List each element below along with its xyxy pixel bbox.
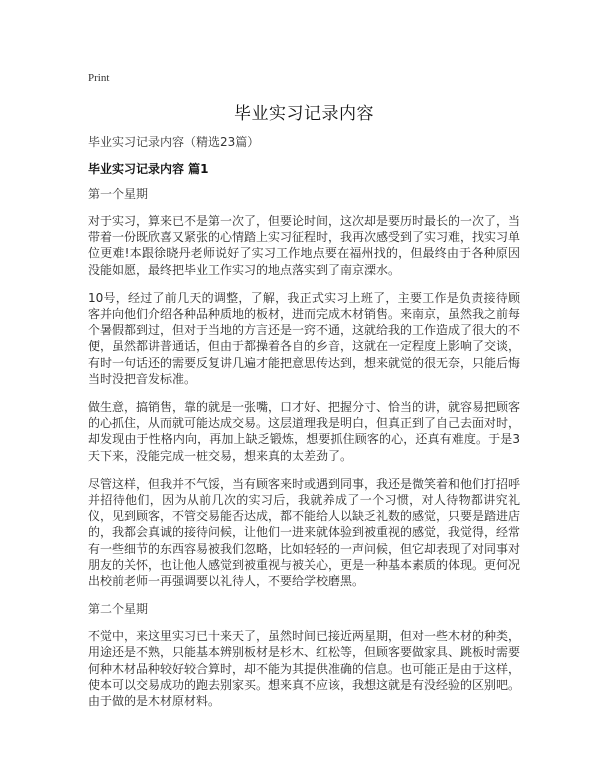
week-heading: 第一个星期	[88, 187, 149, 201]
paragraph: 10号，经过了前几天的调整，了解，我正式实习上班了，主要工作是负责接待顾客并向他们介绍各种品种质地的板材，进而完成木材销售。来南京，虽然我之前每个暑假都到过，但对于当地的方言还是一窍不通，这就给我的工作造成了很大的不便，虽然都讲普通话，但由于都操着各自的乡音，这就在一定程度上影响了交谈，有时一句话还的需要反复讲几遍才能把意思传达到，想来就觉的很无奈，只能后悔当时没把音发标准。	[88, 290, 521, 386]
week-heading: 第二个星期	[88, 602, 149, 617]
print-link[interactable]: Print	[88, 72, 110, 84]
paragraph: 尽管这样，但我并不气馁，当有顾客来时或遇到同事，我还是微笑着和他们打招呼并招待他们，因为从前几次的实习后，我就养成了一个习惯，对人待物都讲究礼仪，见到顾客，不管交易能否达成，都不能给人以缺乏礼数的感觉，只要是踏进店的，我都会真诚的接待问候，让他们一进来就体验到被重视的感觉，我觉得，经常有一些细节的东西容易被我们忽略，比如轻轻的一声问候，但它却表现了对同事对朋友的关怀，也让他人感觉到被重视与被关心，更是一种基本素质的体现。更何况出校前老师一再强调要以礼待人，不要给学校磨黑。	[88, 476, 521, 589]
document-body	[88, 186, 520, 721]
section-heading: 毕业实习记录内容 篇1	[88, 162, 209, 176]
paragraph: 不觉中，来这里实习已十来天了，虽然时间已接近两星期，但对一些木材的种类，用途还是不熟，只能基本辨别板材是杉木、红松等，但顾客要做家具、跳板时需要何种木材品种较好较合算时，却不能为其提供准确的信息。也可能正是由于这样，使本可以交易成功的跑去别家买。想来真不应该，我想这就是有没经验的区别吧。由于做的是木材原材料。	[88, 629, 521, 709]
document-subtitle: 毕业实习记录内容（精选23篇）	[88, 135, 260, 149]
paragraph: 做生意，搞销售，靠的就是一张嘴，口才好、把握分寸、恰当的讲，就容易把顾客的心抓住，从而就可能达成交易。这层道理我是明白，但真正到了自己去面对时，却发现由于性格内向，再加上缺乏锻炼，想要抓住顾客的心，还真有难度。于是3天下来，没能完成一桩交易，想来真的太差劲了。	[88, 400, 521, 463]
paragraph: 对于实习，算来已不是第一次了，但要论时间，这次却是要历时最长的一次了，当带着一份既欣喜又紧张的心情踏上实习征程时，我再次感受到了实习难，找实习单位更难!本跟徐晓丹老师说好了实习工作地点要在福州找的，但最终由于各种原因没能如愿，最终把毕业工作实习的地点落实到了南京溧水。	[88, 214, 521, 277]
document-title: 毕业实习记录内容	[234, 104, 374, 124]
